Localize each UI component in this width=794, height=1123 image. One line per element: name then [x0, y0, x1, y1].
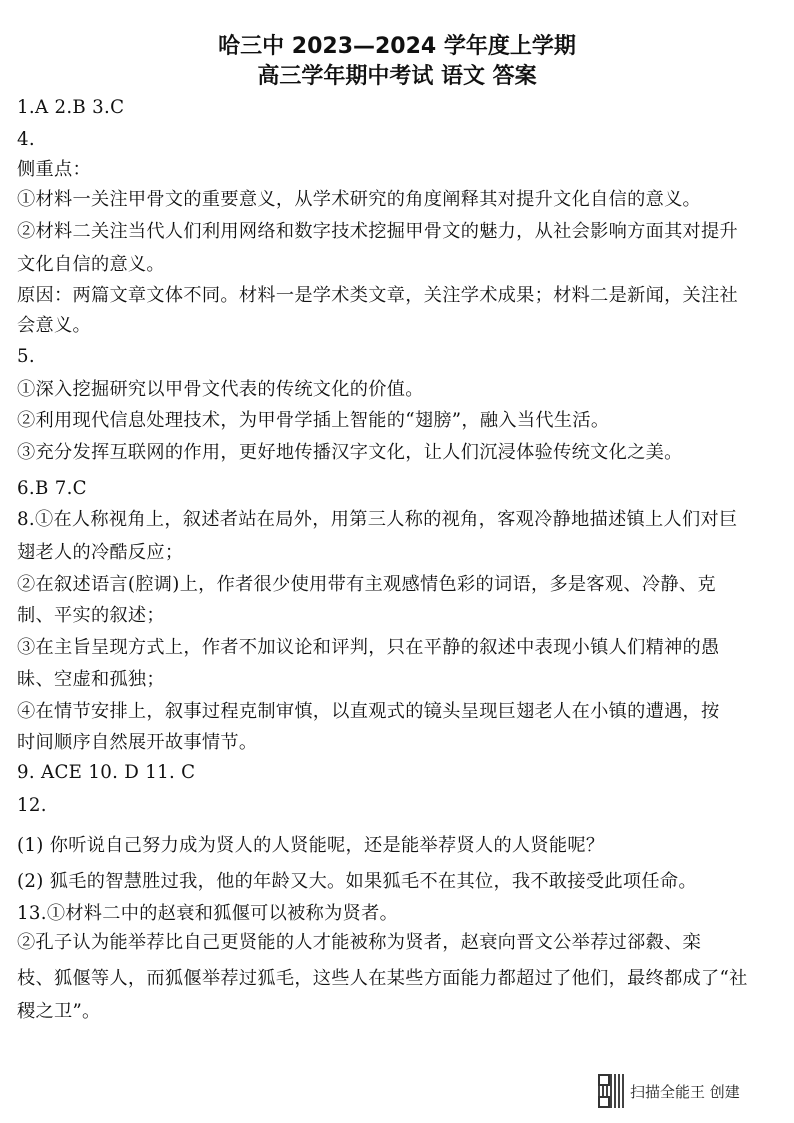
answer-line: 昧、空虚和孤独；: [17, 669, 165, 690]
document-subtitle: 高三学年期中考试 语文 答案: [257, 64, 537, 89]
scanner-watermark: [598, 1074, 740, 1108]
answer-line: 8.①在人称视角上，叙述者站在局外，用第三人称的视角，客观冷静地描述镇上人们对巨: [17, 509, 738, 530]
answer-line: 6.B 7.C: [17, 478, 87, 499]
qr-code-icon: [598, 1074, 624, 1108]
answer-line: ③充分发挥互联网的作用，更好地传播汉字文化，让人们沉浸体验传统文化之美。: [17, 442, 683, 463]
answer-line: 原因：两篇文章文体不同。材料一是学术类文章，关注学术成果；材料二是新闻，关注社: [17, 285, 739, 306]
answer-line: (1) 你听说自己努力成为贤人的人贤能呢，还是能举荐贤人的人贤能呢？: [17, 835, 605, 856]
answer-line: 5.: [17, 346, 35, 367]
answer-line: 4.: [17, 129, 35, 150]
answer-line: 枝、狐偃等人，而狐偃举荐过狐毛，这些人在某些方面能力都超过了他们，最终都成了“社: [17, 968, 748, 989]
answer-line: ④在情节安排上，叙事过程克制审慎，以直观式的镜头呈现巨翅老人在小镇的遭遇，按: [17, 701, 720, 722]
answer-line: 稷之卫”。: [17, 1001, 101, 1022]
answer-line: 会意义。: [17, 315, 91, 336]
answer-line: ①材料一关注甲骨文的重要意义，从学术研究的角度阐释其对提升文化自信的意义。: [17, 189, 702, 210]
answer-line: (2) 狐毛的智慧胜过我，他的年龄又大。如果狐毛不在其位，我不敢接受此项任命。: [17, 871, 697, 892]
answer-line: 1.A 2.B 3.C: [17, 97, 125, 118]
answer-line: 9. ACE 10. D 11. C: [17, 762, 196, 783]
watermark-label: 扫描全能王 创建: [630, 1082, 740, 1101]
answer-line: 侧重点：: [17, 159, 91, 180]
answer-line: ②材料二关注当代人们利用网络和数字技术挖掘甲骨文的魅力，从社会影响方面其对提升: [17, 221, 739, 242]
document-title: 哈三中 2023—2024 学年度上学期: [218, 34, 576, 59]
answer-line: 翅老人的冷酷反应；: [17, 542, 184, 563]
answer-line: ②利用现代信息处理技术，为甲骨学插上智能的“翅膀”，融入当代生活。: [17, 410, 610, 431]
answer-line: 12.: [17, 795, 47, 816]
answer-line: 制、平实的叙述；: [17, 605, 165, 626]
answer-line: ②在叙述语言(腔调)上，作者很少使用带有主观感情色彩的词语，多是客观、冷静、克: [17, 574, 716, 595]
answer-line: ②孔子认为能举荐比自己更贤能的人才能被称为贤者，赵衰向晋文公举荐过郤縠、栾: [17, 932, 702, 953]
answer-line: 时间顺序自然展开故事情节。: [17, 732, 258, 753]
answer-line: ③在主旨呈现方式上，作者不加议论和评判，只在平静的叙述中表现小镇人们精神的愚: [17, 637, 720, 658]
answer-line: 文化自信的意义。: [17, 254, 165, 275]
answer-line: 13.①材料二中的赵衰和狐偃可以被称为贤者。: [17, 903, 399, 924]
answer-line: ①深入挖掘研究以甲骨文代表的传统文化的价值。: [17, 379, 424, 400]
